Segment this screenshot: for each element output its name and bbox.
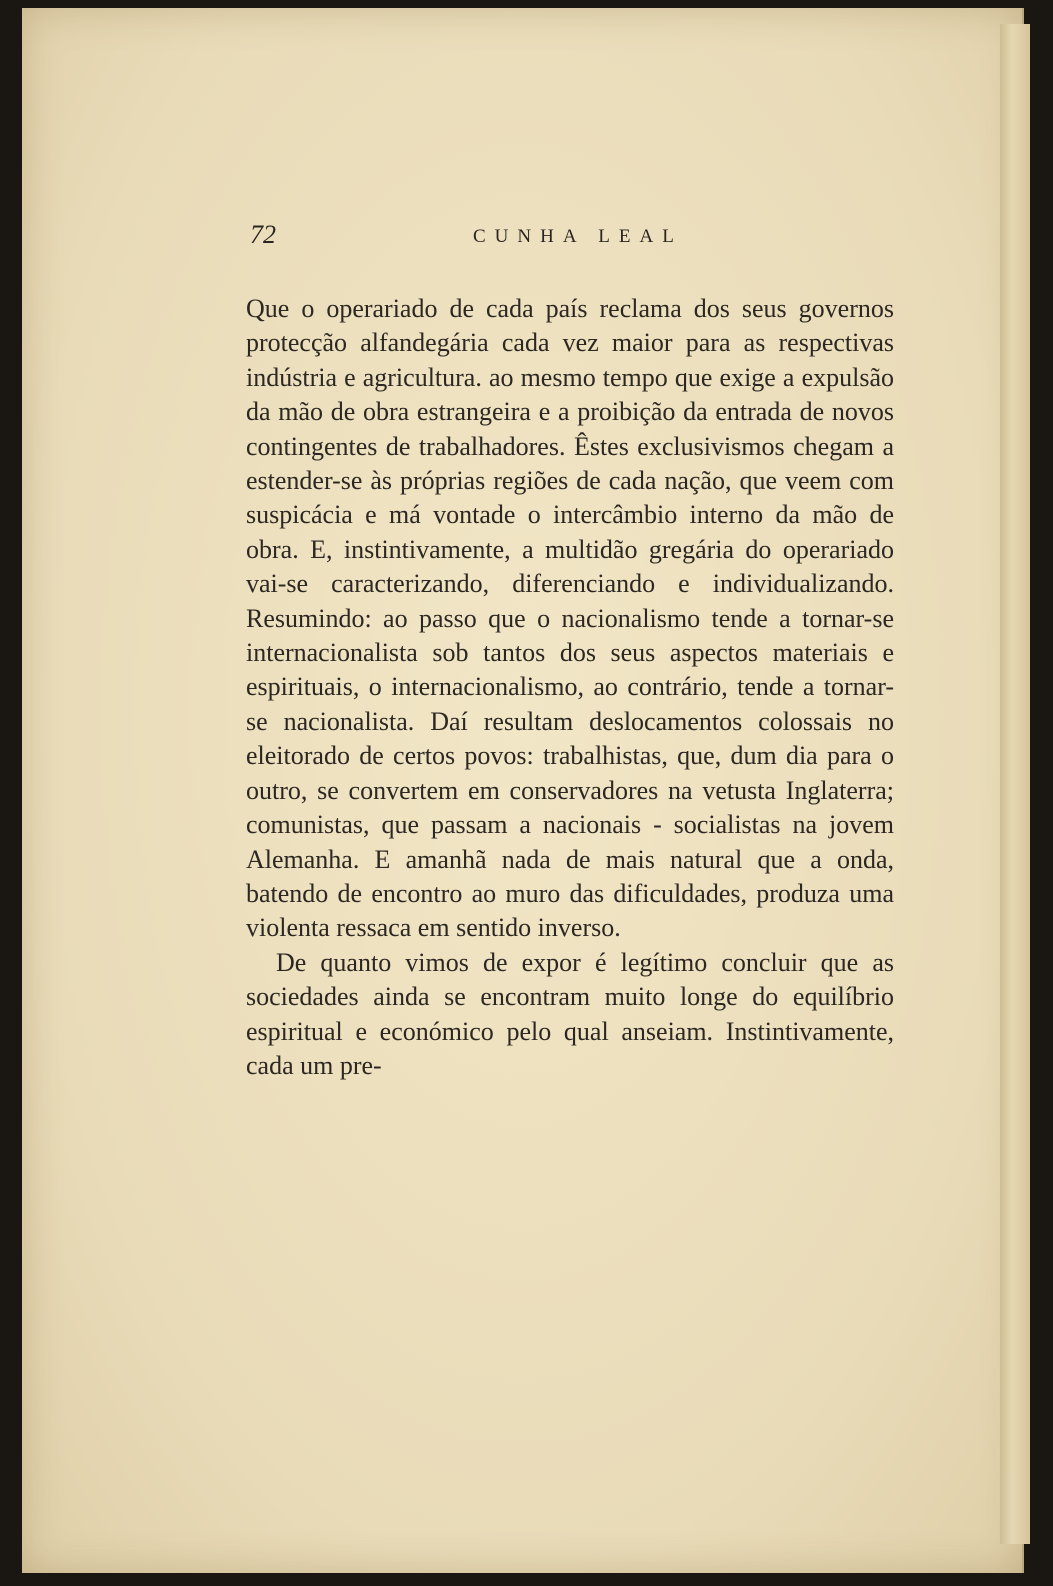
- paragraph-1: Que o operariado de cada país reclama dos seus governos protecção alfandegária cada vez maior para as respectivas indústria e agricultura. ao mesmo tempo que exige a expulsão da mão de obra estrangeira e a proibição da entrada de novos contingentes de trabalhadores. Êstes exclusivismos chegam a estender-se às próprias regiões de cada nação, que veem com suspicácia e má vontade o intercâmbio interno da mão de obra. E, instintivamente, a multidão gregária do operariado vai-se caracterizando, diferenciando e individualizando. Resumindo: ao passo que o nacionalismo tende a tornar-se internacionalista sob tantos dos seus aspectos materiais e espirituais, o internacionalismo, ao contrário, tende a tornar-se nacionalista. Daí resultam deslocamentos colossais no eleitorado de certos povos: trabalhistas, que, dum dia para o outro, se convertem em conservadores na vetusta Inglaterra; comunistas, que passam a nacionais - socialistas na jovem Alemanha. E amanhã nada de mais natural que a onda, batendo de encontro ao muro das dificuldades, produza uma violenta ressaca em sentido inverso.: [246, 294, 894, 943]
- page-header: [250, 220, 950, 260]
- book-page: [22, 8, 1024, 1573]
- paragraph-2: De quanto vimos de expor é legítimo concluir que as sociedades ainda se encontram muito longe do equilíbrio espiritual e económico pelo qual anseiam. Instintivamente, cada um pre-: [246, 947, 894, 1080]
- page-edge: [1000, 24, 1030, 1544]
- body-text: [246, 292, 894, 1083]
- page-number: 72: [250, 220, 276, 249]
- running-head: CUNHA LEAL: [473, 226, 683, 247]
